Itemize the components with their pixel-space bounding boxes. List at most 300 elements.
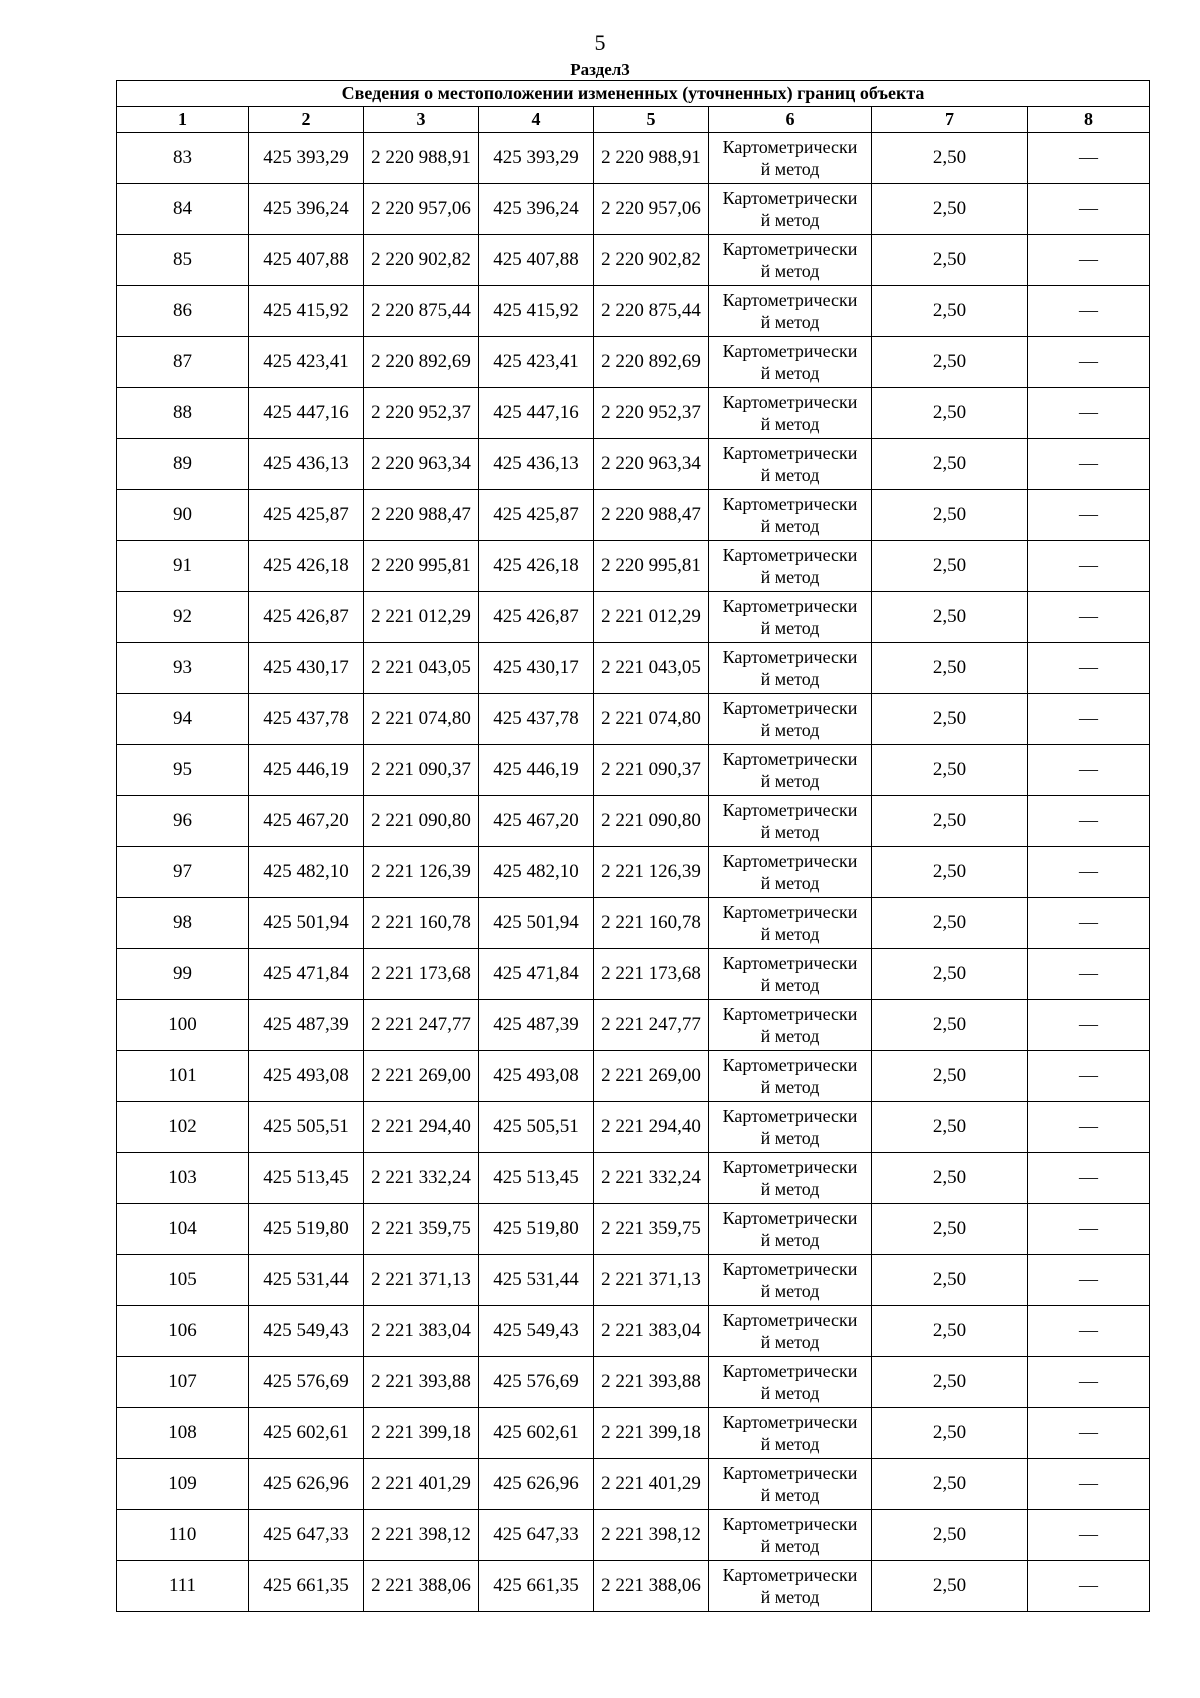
y-existing-cell: 2 221 393,88	[364, 1357, 479, 1408]
y-new-cell: 2 220 988,47	[594, 490, 709, 541]
method-line-2: й метод	[760, 1587, 820, 1607]
method-line-2: й метод	[760, 618, 820, 638]
x-existing-cell: 425 430,17	[249, 643, 364, 694]
table-caption: Сведения о местоположении измененных (уточненных) границ объекта	[117, 81, 1150, 107]
method-line-1: Картометрически	[722, 341, 858, 361]
method-cell	[709, 439, 872, 490]
description-cell: —	[1028, 490, 1150, 541]
point-number-cell: 107	[117, 1357, 249, 1408]
description-cell: —	[1028, 847, 1150, 898]
boundary-coordinates-table	[116, 80, 1150, 1612]
method-cell	[709, 235, 872, 286]
accuracy-cell: 2,50	[872, 1357, 1028, 1408]
x-new-cell: 425 447,16	[479, 388, 594, 439]
description-cell: —	[1028, 1051, 1150, 1102]
table-row	[117, 1510, 1150, 1561]
table-row	[117, 796, 1150, 847]
table-row	[117, 184, 1150, 235]
y-new-cell: 2 220 952,37	[594, 388, 709, 439]
point-number-cell: 98	[117, 898, 249, 949]
point-number-cell: 109	[117, 1459, 249, 1510]
table-row	[117, 388, 1150, 439]
accuracy-cell: 2,50	[872, 1204, 1028, 1255]
method-line-2: й метод	[760, 1077, 820, 1097]
method-cell	[709, 133, 872, 184]
description-cell: —	[1028, 1204, 1150, 1255]
y-new-cell: 2 221 383,04	[594, 1306, 709, 1357]
table-row	[117, 439, 1150, 490]
table-row	[117, 592, 1150, 643]
y-new-cell: 2 220 995,81	[594, 541, 709, 592]
method-line-1: Картометрически	[722, 1259, 858, 1279]
description-cell: —	[1028, 1561, 1150, 1612]
description-cell: —	[1028, 337, 1150, 388]
accuracy-cell: 2,50	[872, 286, 1028, 337]
accuracy-cell: 2,50	[872, 133, 1028, 184]
x-new-cell: 425 426,18	[479, 541, 594, 592]
description-cell: —	[1028, 1255, 1150, 1306]
x-existing-cell: 425 493,08	[249, 1051, 364, 1102]
x-existing-cell: 425 396,24	[249, 184, 364, 235]
method-line-1: Картометрически	[722, 1106, 858, 1126]
description-cell: —	[1028, 1000, 1150, 1051]
method-line-1: Картометрически	[722, 494, 858, 514]
y-existing-cell: 2 221 173,68	[364, 949, 479, 1000]
y-existing-cell: 2 220 892,69	[364, 337, 479, 388]
point-number-cell: 103	[117, 1153, 249, 1204]
x-new-cell: 425 437,78	[479, 694, 594, 745]
x-existing-cell: 425 437,78	[249, 694, 364, 745]
method-line-1: Картометрически	[722, 290, 858, 310]
method-cell	[709, 541, 872, 592]
y-existing-cell: 2 221 388,06	[364, 1561, 479, 1612]
y-new-cell: 2 220 875,44	[594, 286, 709, 337]
method-line-2: й метод	[760, 261, 820, 281]
column-number: 7	[872, 107, 1028, 133]
x-existing-cell: 425 549,43	[249, 1306, 364, 1357]
description-cell: —	[1028, 898, 1150, 949]
method-line-2: й метод	[760, 873, 820, 893]
point-number-cell: 91	[117, 541, 249, 592]
table-row	[117, 1357, 1150, 1408]
y-existing-cell: 2 221 332,24	[364, 1153, 479, 1204]
description-cell: —	[1028, 643, 1150, 694]
table-row	[117, 1102, 1150, 1153]
point-number-cell: 110	[117, 1510, 249, 1561]
accuracy-cell: 2,50	[872, 1102, 1028, 1153]
y-existing-cell: 2 221 371,13	[364, 1255, 479, 1306]
table-row	[117, 847, 1150, 898]
method-cell	[709, 1306, 872, 1357]
y-new-cell: 2 221 398,12	[594, 1510, 709, 1561]
column-number: 3	[364, 107, 479, 133]
x-new-cell: 425 423,41	[479, 337, 594, 388]
accuracy-cell: 2,50	[872, 1153, 1028, 1204]
x-existing-cell: 425 426,18	[249, 541, 364, 592]
method-cell	[709, 1000, 872, 1051]
description-cell: —	[1028, 1459, 1150, 1510]
x-new-cell: 425 446,19	[479, 745, 594, 796]
y-new-cell: 2 221 012,29	[594, 592, 709, 643]
y-existing-cell: 2 221 401,29	[364, 1459, 479, 1510]
x-existing-cell: 425 661,35	[249, 1561, 364, 1612]
point-number-cell: 95	[117, 745, 249, 796]
method-cell	[709, 592, 872, 643]
point-number-cell: 100	[117, 1000, 249, 1051]
method-line-2: й метод	[760, 924, 820, 944]
method-line-1: Картометрически	[722, 545, 858, 565]
method-cell	[709, 337, 872, 388]
method-cell	[709, 796, 872, 847]
method-cell	[709, 1153, 872, 1204]
x-existing-cell: 425 423,41	[249, 337, 364, 388]
x-new-cell: 425 396,24	[479, 184, 594, 235]
accuracy-cell: 2,50	[872, 745, 1028, 796]
x-new-cell: 425 430,17	[479, 643, 594, 694]
x-new-cell: 425 647,33	[479, 1510, 594, 1561]
y-new-cell: 2 221 090,80	[594, 796, 709, 847]
method-line-1: Картометрически	[722, 1463, 858, 1483]
y-new-cell: 2 221 359,75	[594, 1204, 709, 1255]
x-new-cell: 425 436,13	[479, 439, 594, 490]
x-new-cell: 425 513,45	[479, 1153, 594, 1204]
description-cell: —	[1028, 184, 1150, 235]
method-line-1: Картометрически	[722, 851, 858, 871]
description-cell: —	[1028, 1153, 1150, 1204]
point-number-cell: 106	[117, 1306, 249, 1357]
x-new-cell: 425 471,84	[479, 949, 594, 1000]
column-number-row	[117, 107, 1150, 133]
y-existing-cell: 2 220 963,34	[364, 439, 479, 490]
x-new-cell: 425 493,08	[479, 1051, 594, 1102]
y-existing-cell: 2 220 875,44	[364, 286, 479, 337]
x-new-cell: 425 501,94	[479, 898, 594, 949]
y-existing-cell: 2 221 090,37	[364, 745, 479, 796]
accuracy-cell: 2,50	[872, 490, 1028, 541]
y-existing-cell: 2 221 399,18	[364, 1408, 479, 1459]
method-line-2: й метод	[760, 210, 820, 230]
y-existing-cell: 2 221 359,75	[364, 1204, 479, 1255]
method-line-1: Картометрически	[722, 188, 858, 208]
method-line-2: й метод	[760, 1026, 820, 1046]
y-existing-cell: 2 220 988,47	[364, 490, 479, 541]
accuracy-cell: 2,50	[872, 847, 1028, 898]
description-cell: —	[1028, 235, 1150, 286]
point-number-cell: 84	[117, 184, 249, 235]
point-number-cell: 101	[117, 1051, 249, 1102]
point-number-cell: 90	[117, 490, 249, 541]
method-line-1: Картометрически	[722, 800, 858, 820]
description-cell: —	[1028, 1357, 1150, 1408]
accuracy-cell: 2,50	[872, 949, 1028, 1000]
x-new-cell: 425 482,10	[479, 847, 594, 898]
point-number-cell: 99	[117, 949, 249, 1000]
y-existing-cell: 2 221 043,05	[364, 643, 479, 694]
method-line-2: й метод	[760, 771, 820, 791]
x-new-cell: 425 393,29	[479, 133, 594, 184]
y-new-cell: 2 221 332,24	[594, 1153, 709, 1204]
y-new-cell: 2 221 269,00	[594, 1051, 709, 1102]
table-row	[117, 235, 1150, 286]
method-cell	[709, 643, 872, 694]
method-cell	[709, 1204, 872, 1255]
method-line-2: й метод	[760, 1383, 820, 1403]
x-new-cell: 425 531,44	[479, 1255, 594, 1306]
x-existing-cell: 425 513,45	[249, 1153, 364, 1204]
method-line-1: Картометрически	[722, 953, 858, 973]
description-cell: —	[1028, 1102, 1150, 1153]
x-existing-cell: 425 602,61	[249, 1408, 364, 1459]
x-new-cell: 425 426,87	[479, 592, 594, 643]
method-line-1: Картометрически	[722, 1055, 858, 1075]
y-existing-cell: 2 220 995,81	[364, 541, 479, 592]
table-row	[117, 949, 1150, 1000]
y-existing-cell: 2 220 902,82	[364, 235, 479, 286]
x-new-cell: 425 661,35	[479, 1561, 594, 1612]
accuracy-cell: 2,50	[872, 439, 1028, 490]
description-cell: —	[1028, 694, 1150, 745]
method-line-2: й метод	[760, 1536, 820, 1556]
x-new-cell: 425 407,88	[479, 235, 594, 286]
x-existing-cell: 425 425,87	[249, 490, 364, 541]
y-existing-cell: 2 221 269,00	[364, 1051, 479, 1102]
method-line-1: Картометрически	[722, 239, 858, 259]
accuracy-cell: 2,50	[872, 1051, 1028, 1102]
table-row	[117, 541, 1150, 592]
accuracy-cell: 2,50	[872, 541, 1028, 592]
accuracy-cell: 2,50	[872, 1255, 1028, 1306]
x-existing-cell: 425 626,96	[249, 1459, 364, 1510]
method-cell	[709, 1510, 872, 1561]
x-new-cell: 425 626,96	[479, 1459, 594, 1510]
method-cell	[709, 694, 872, 745]
method-line-1: Картометрически	[722, 1514, 858, 1534]
point-number-cell: 89	[117, 439, 249, 490]
x-existing-cell: 425 447,16	[249, 388, 364, 439]
method-cell	[709, 745, 872, 796]
point-number-cell: 93	[117, 643, 249, 694]
method-line-2: й метод	[760, 1332, 820, 1352]
table-row	[117, 643, 1150, 694]
method-line-2: й метод	[760, 159, 820, 179]
description-cell: —	[1028, 1408, 1150, 1459]
method-cell	[709, 1102, 872, 1153]
y-existing-cell: 2 221 160,78	[364, 898, 479, 949]
method-line-2: й метод	[760, 1128, 820, 1148]
method-line-2: й метод	[760, 567, 820, 587]
y-existing-cell: 2 221 294,40	[364, 1102, 479, 1153]
page-number: 5	[594, 30, 606, 55]
table-row	[117, 1306, 1150, 1357]
accuracy-cell: 2,50	[872, 1510, 1028, 1561]
point-number-cell: 111	[117, 1561, 249, 1612]
x-new-cell: 425 425,87	[479, 490, 594, 541]
table-row	[117, 1051, 1150, 1102]
accuracy-cell: 2,50	[872, 184, 1028, 235]
x-new-cell: 425 576,69	[479, 1357, 594, 1408]
description-cell: —	[1028, 439, 1150, 490]
method-cell	[709, 898, 872, 949]
method-line-2: й метод	[760, 1230, 820, 1250]
y-new-cell: 2 221 294,40	[594, 1102, 709, 1153]
y-new-cell: 2 221 247,77	[594, 1000, 709, 1051]
accuracy-cell: 2,50	[872, 1000, 1028, 1051]
point-number-cell: 86	[117, 286, 249, 337]
method-cell	[709, 1255, 872, 1306]
method-line-1: Картометрически	[722, 392, 858, 412]
method-line-2: й метод	[760, 1179, 820, 1199]
accuracy-cell: 2,50	[872, 388, 1028, 439]
column-number: 2	[249, 107, 364, 133]
method-line-2: й метод	[760, 465, 820, 485]
point-number-cell: 87	[117, 337, 249, 388]
description-cell: —	[1028, 796, 1150, 847]
table-body	[117, 133, 1150, 1612]
method-line-2: й метод	[760, 414, 820, 434]
accuracy-cell: 2,50	[872, 1561, 1028, 1612]
method-line-2: й метод	[760, 975, 820, 995]
x-new-cell: 425 415,92	[479, 286, 594, 337]
column-number: 4	[479, 107, 594, 133]
x-existing-cell: 425 426,87	[249, 592, 364, 643]
table-row	[117, 1204, 1150, 1255]
description-cell: —	[1028, 388, 1150, 439]
accuracy-cell: 2,50	[872, 1306, 1028, 1357]
x-existing-cell: 425 471,84	[249, 949, 364, 1000]
column-number: 6	[709, 107, 872, 133]
point-number-cell: 94	[117, 694, 249, 745]
accuracy-cell: 2,50	[872, 337, 1028, 388]
y-new-cell: 2 221 371,13	[594, 1255, 709, 1306]
x-existing-cell: 425 446,19	[249, 745, 364, 796]
method-cell	[709, 847, 872, 898]
description-cell: —	[1028, 286, 1150, 337]
y-existing-cell: 2 220 952,37	[364, 388, 479, 439]
x-existing-cell: 425 482,10	[249, 847, 364, 898]
method-cell	[709, 184, 872, 235]
y-new-cell: 2 220 988,91	[594, 133, 709, 184]
y-existing-cell: 2 221 398,12	[364, 1510, 479, 1561]
method-cell	[709, 1408, 872, 1459]
x-existing-cell: 425 436,13	[249, 439, 364, 490]
method-line-1: Картометрически	[722, 647, 858, 667]
method-line-2: й метод	[760, 822, 820, 842]
x-existing-cell: 425 501,94	[249, 898, 364, 949]
description-cell: —	[1028, 949, 1150, 1000]
x-new-cell: 425 505,51	[479, 1102, 594, 1153]
x-new-cell: 425 519,80	[479, 1204, 594, 1255]
description-cell: —	[1028, 133, 1150, 184]
y-new-cell: 2 221 074,80	[594, 694, 709, 745]
method-line-2: й метод	[760, 312, 820, 332]
method-line-1: Картометрически	[722, 1412, 858, 1432]
method-cell	[709, 949, 872, 1000]
x-existing-cell: 425 415,92	[249, 286, 364, 337]
method-line-1: Картометрически	[722, 443, 858, 463]
y-existing-cell: 2 220 957,06	[364, 184, 479, 235]
y-new-cell: 2 221 399,18	[594, 1408, 709, 1459]
table-row	[117, 898, 1150, 949]
method-line-1: Картометрически	[722, 1208, 858, 1228]
point-number-cell: 105	[117, 1255, 249, 1306]
point-number-cell: 97	[117, 847, 249, 898]
accuracy-cell: 2,50	[872, 898, 1028, 949]
y-new-cell: 2 220 963,34	[594, 439, 709, 490]
y-new-cell: 2 221 401,29	[594, 1459, 709, 1510]
y-existing-cell: 2 221 090,80	[364, 796, 479, 847]
method-line-2: й метод	[760, 1434, 820, 1454]
section-label: Раздел3	[570, 60, 630, 79]
point-number-cell: 108	[117, 1408, 249, 1459]
point-number-cell: 85	[117, 235, 249, 286]
point-number-cell: 83	[117, 133, 249, 184]
x-existing-cell: 425 531,44	[249, 1255, 364, 1306]
point-number-cell: 88	[117, 388, 249, 439]
x-new-cell: 425 602,61	[479, 1408, 594, 1459]
method-cell	[709, 1459, 872, 1510]
x-existing-cell: 425 467,20	[249, 796, 364, 847]
method-cell	[709, 1051, 872, 1102]
method-line-1: Картометрически	[722, 596, 858, 616]
y-new-cell: 2 221 173,68	[594, 949, 709, 1000]
x-existing-cell: 425 576,69	[249, 1357, 364, 1408]
point-number-cell: 104	[117, 1204, 249, 1255]
x-new-cell: 425 549,43	[479, 1306, 594, 1357]
method-cell	[709, 1561, 872, 1612]
table-row	[117, 1153, 1150, 1204]
method-line-2: й метод	[760, 363, 820, 383]
point-number-cell: 96	[117, 796, 249, 847]
method-line-1: Картометрически	[722, 1157, 858, 1177]
x-new-cell: 425 467,20	[479, 796, 594, 847]
description-cell: —	[1028, 592, 1150, 643]
accuracy-cell: 2,50	[872, 1408, 1028, 1459]
method-line-2: й метод	[760, 1281, 820, 1301]
column-number: 8	[1028, 107, 1150, 133]
y-existing-cell: 2 221 012,29	[364, 592, 479, 643]
method-line-1: Картометрически	[722, 902, 858, 922]
y-existing-cell: 2 221 074,80	[364, 694, 479, 745]
column-number: 5	[594, 107, 709, 133]
table-row	[117, 490, 1150, 541]
y-new-cell: 2 221 126,39	[594, 847, 709, 898]
description-cell: —	[1028, 1306, 1150, 1357]
accuracy-cell: 2,50	[872, 235, 1028, 286]
table-row	[117, 1561, 1150, 1612]
accuracy-cell: 2,50	[872, 592, 1028, 643]
table-row	[117, 1000, 1150, 1051]
accuracy-cell: 2,50	[872, 1459, 1028, 1510]
method-line-1: Картометрически	[722, 698, 858, 718]
y-new-cell: 2 221 043,05	[594, 643, 709, 694]
point-number-cell: 92	[117, 592, 249, 643]
method-cell	[709, 490, 872, 541]
y-new-cell: 2 220 892,69	[594, 337, 709, 388]
description-cell: —	[1028, 745, 1150, 796]
method-line-1: Картометрически	[722, 1361, 858, 1381]
table-row	[117, 1255, 1150, 1306]
table-row	[117, 337, 1150, 388]
x-existing-cell: 425 519,80	[249, 1204, 364, 1255]
method-line-1: Картометрически	[722, 1310, 858, 1330]
method-line-2: й метод	[760, 1485, 820, 1505]
y-existing-cell: 2 220 988,91	[364, 133, 479, 184]
method-line-2: й метод	[760, 720, 820, 740]
method-line-1: Картометрически	[722, 1004, 858, 1024]
method-line-2: й метод	[760, 669, 820, 689]
y-new-cell: 2 221 393,88	[594, 1357, 709, 1408]
table-row	[117, 133, 1150, 184]
